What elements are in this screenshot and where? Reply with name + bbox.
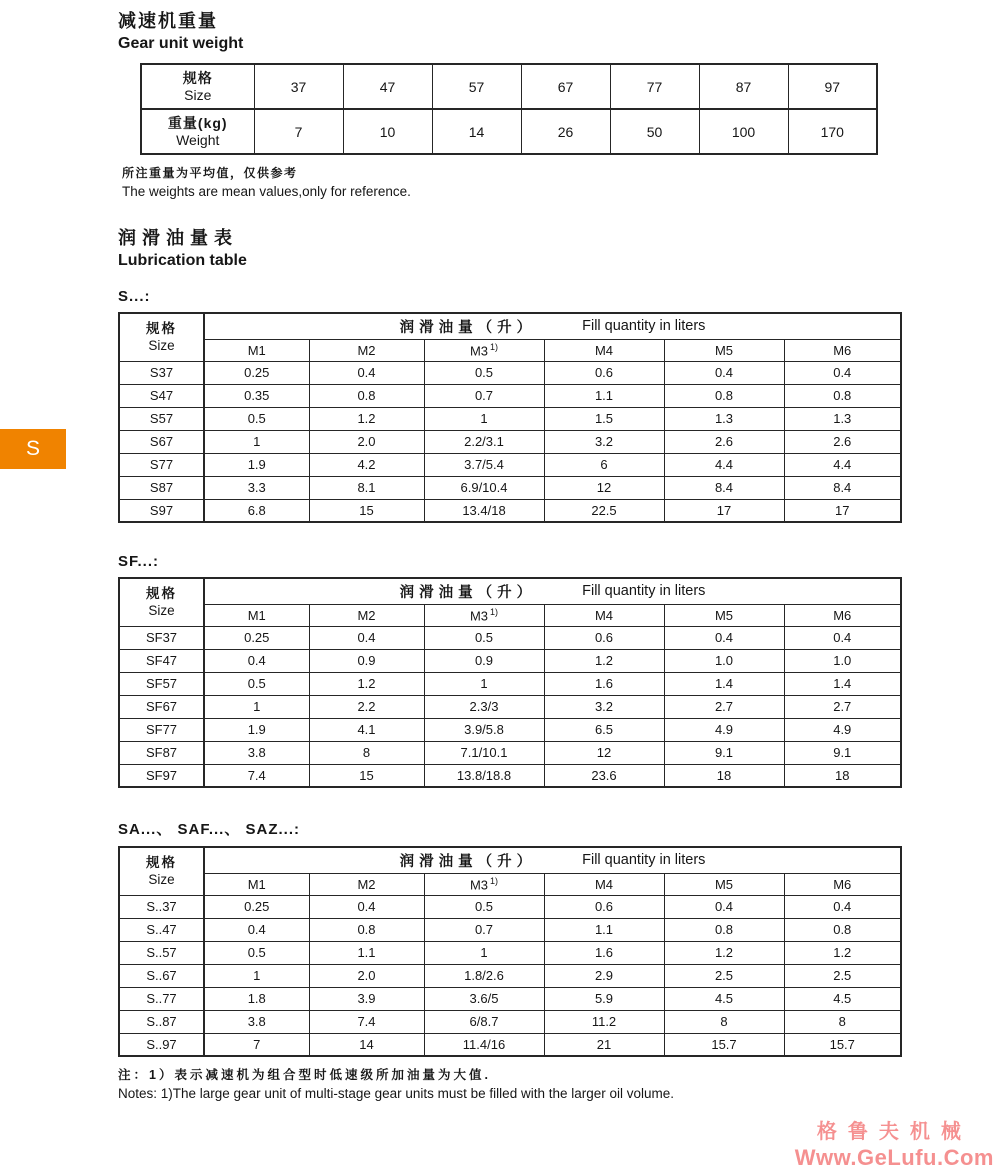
size-cell: S47 xyxy=(119,384,204,407)
value-cell: 2.0 xyxy=(309,430,424,453)
size-cell: SF47 xyxy=(119,649,204,672)
size-cell: S..77 xyxy=(119,987,204,1010)
value-cell: 1.1 xyxy=(544,384,664,407)
row-label-en: Weight xyxy=(176,132,220,148)
weight-note-en: The weights are mean values,only for reference. xyxy=(122,184,411,199)
value-cell: 23.6 xyxy=(544,764,664,787)
value-cell: 15 xyxy=(309,499,424,522)
value-cell: 1.2 xyxy=(784,941,901,964)
column-header-m2: M2 xyxy=(309,873,424,895)
value-cell: 3.9/5.8 xyxy=(424,718,544,741)
size-cell: SF57 xyxy=(119,672,204,695)
size-column-header xyxy=(119,313,204,361)
table-row xyxy=(119,649,901,672)
value-cell: 1.1 xyxy=(544,918,664,941)
value-cell: 3.8 xyxy=(204,741,309,764)
footnote-marker: 1) xyxy=(490,875,499,886)
table-row xyxy=(119,1033,901,1056)
size-cell: S97 xyxy=(119,499,204,522)
section-tab-s: S xyxy=(0,429,66,469)
value-cell: 0.5 xyxy=(424,895,544,918)
size-cell: SF67 xyxy=(119,695,204,718)
value-cell: 21 xyxy=(544,1033,664,1056)
value-cell: 0.9 xyxy=(309,649,424,672)
value-cell: 22.5 xyxy=(544,499,664,522)
table-row xyxy=(119,1010,901,1033)
value-cell: 4.9 xyxy=(784,718,901,741)
size-row xyxy=(141,64,877,109)
value-cell: 17 xyxy=(784,499,901,522)
value-cell: 0.4 xyxy=(204,918,309,941)
value-cell: 6.5 xyxy=(544,718,664,741)
lubrication-table xyxy=(118,846,902,1057)
m-columns-row xyxy=(119,873,901,895)
value-cell: 87 xyxy=(699,64,788,109)
value-cell: 7.1/10.1 xyxy=(424,741,544,764)
value-cell: 2.7 xyxy=(664,695,784,718)
column-header-m3: M3 $^{1)}$ xyxy=(424,604,544,626)
value-cell: 7.4 xyxy=(309,1010,424,1033)
value-cell: 1.2 xyxy=(544,649,664,672)
size-cell: S..37 xyxy=(119,895,204,918)
value-cell: 0.8 xyxy=(664,918,784,941)
value-cell: 3.2 xyxy=(544,695,664,718)
footnote-marker: 1) xyxy=(490,606,499,617)
value-cell: 26 xyxy=(521,109,610,154)
fill-header-en: Fill quantity in liters xyxy=(582,852,706,869)
value-cell: 0.35 xyxy=(204,384,309,407)
value-cell: 50 xyxy=(610,109,699,154)
value-cell: 0.7 xyxy=(424,384,544,407)
column-header-m1: M1 xyxy=(204,873,309,895)
value-cell: 12 xyxy=(544,741,664,764)
value-cell: 6/8.7 xyxy=(424,1010,544,1033)
value-cell: 0.4 xyxy=(784,361,901,384)
value-cell: 13.4/18 xyxy=(424,499,544,522)
value-cell: 11.2 xyxy=(544,1010,664,1033)
value-cell: 1.8/2.6 xyxy=(424,964,544,987)
footnote-marker: 1) xyxy=(490,341,499,352)
column-header-m6: M6 xyxy=(784,604,901,626)
value-cell: 8 xyxy=(309,741,424,764)
fill-header-zh: 润滑油量（升） xyxy=(399,584,537,601)
table-row xyxy=(119,430,901,453)
value-cell: 14 xyxy=(309,1033,424,1056)
value-cell: 3.6/5 xyxy=(424,987,544,1010)
row-label xyxy=(141,64,254,109)
value-cell: 3.2 xyxy=(544,430,664,453)
fill-header-en: Fill quantity in liters xyxy=(582,318,706,335)
column-header-m2: M2 xyxy=(309,604,424,626)
lubrication-title-en: Lubrication table xyxy=(118,252,247,269)
column-header-m2: M2 xyxy=(309,339,424,361)
size-cell: S37 xyxy=(119,361,204,384)
size-header-zh: 规格 xyxy=(146,855,177,871)
value-cell: 0.5 xyxy=(424,361,544,384)
value-cell: 0.4 xyxy=(784,895,901,918)
column-header-m4: M4 xyxy=(544,873,664,895)
value-cell: 3.9 xyxy=(309,987,424,1010)
value-cell: 7 xyxy=(254,109,343,154)
value-cell: 1 xyxy=(424,672,544,695)
value-cell: 0.5 xyxy=(204,941,309,964)
weight-note-zh: 所注重量为平均值，仅供参考 xyxy=(122,166,298,180)
value-cell: 97 xyxy=(788,64,877,109)
value-cell: 1.0 xyxy=(784,649,901,672)
table-row xyxy=(119,741,901,764)
value-cell: 2.2 xyxy=(309,695,424,718)
weight-title-zh: 减速机重量 xyxy=(118,11,218,31)
size-cell: S57 xyxy=(119,407,204,430)
lubrication-note-en: Notes: 1)The large gear unit of multi-stage gear units must be filled with the larger oil volume. xyxy=(118,1086,675,1101)
value-cell: 1.1 xyxy=(309,941,424,964)
value-cell: 0.25 xyxy=(204,361,309,384)
value-cell: 0.4 xyxy=(309,895,424,918)
size-cell: S..67 xyxy=(119,964,204,987)
value-cell: 15 xyxy=(309,764,424,787)
lubrication-note-zh: 注：1）表示减速机为组合型时低速级所加油量为大值. xyxy=(118,1068,491,1082)
value-cell: 4.5 xyxy=(784,987,901,1010)
value-cell: 47 xyxy=(343,64,432,109)
value-cell: 17 xyxy=(664,499,784,522)
series-label: S...: xyxy=(118,288,151,305)
value-cell: 57 xyxy=(432,64,521,109)
value-cell: 1.2 xyxy=(664,941,784,964)
value-cell: 1 xyxy=(204,430,309,453)
value-cell: 8 xyxy=(784,1010,901,1033)
value-cell: 37 xyxy=(254,64,343,109)
value-cell: 1.9 xyxy=(204,718,309,741)
lubrication-section-heading xyxy=(118,227,918,271)
size-cell: SF37 xyxy=(119,626,204,649)
series-label: SA...、 SAF...、 SAZ...: xyxy=(118,821,301,838)
value-cell: 2.6 xyxy=(664,430,784,453)
value-cell: 1.4 xyxy=(784,672,901,695)
table-row xyxy=(119,672,901,695)
series-label: SF...: xyxy=(118,553,160,570)
value-cell: 1.2 xyxy=(309,672,424,695)
value-cell: 4.4 xyxy=(664,453,784,476)
value-cell: 0.9 xyxy=(424,649,544,672)
value-cell: 8.4 xyxy=(664,476,784,499)
value-cell: 6.8 xyxy=(204,499,309,522)
value-cell: 0.4 xyxy=(309,361,424,384)
size-cell: SF97 xyxy=(119,764,204,787)
value-cell: 2.0 xyxy=(309,964,424,987)
column-header-m4: M4 xyxy=(544,604,664,626)
value-cell: 0.5 xyxy=(424,626,544,649)
value-cell: 0.8 xyxy=(309,384,424,407)
value-cell: 13.8/18.8 xyxy=(424,764,544,787)
value-cell: 0.8 xyxy=(309,918,424,941)
gear-weight-table xyxy=(140,63,878,155)
value-cell: 170 xyxy=(788,109,877,154)
value-cell: 11.4/16 xyxy=(424,1033,544,1056)
value-cell: 1.4 xyxy=(664,672,784,695)
value-cell: 18 xyxy=(664,764,784,787)
value-cell: 1 xyxy=(204,695,309,718)
value-cell: 2.3/3 xyxy=(424,695,544,718)
value-cell: 0.6 xyxy=(544,626,664,649)
value-cell: 10 xyxy=(343,109,432,154)
fill-quantity-header xyxy=(204,578,901,604)
value-cell: 1.0 xyxy=(664,649,784,672)
column-header-m3: M3 $^{1)}$ xyxy=(424,873,544,895)
size-header-en: Size xyxy=(148,338,175,354)
fill-quantity-header xyxy=(204,313,901,339)
size-cell: S67 xyxy=(119,430,204,453)
size-cell: SF87 xyxy=(119,741,204,764)
value-cell: 0.25 xyxy=(204,626,309,649)
value-cell: 1.6 xyxy=(544,672,664,695)
lubrication-table xyxy=(118,577,902,788)
value-cell: 1.2 xyxy=(309,407,424,430)
fill-header-zh: 润滑油量（升） xyxy=(399,853,537,870)
column-header-m5: M5 xyxy=(664,339,784,361)
value-cell: 14 xyxy=(432,109,521,154)
table-row xyxy=(119,361,901,384)
column-header-m1: M1 xyxy=(204,604,309,626)
size-cell: S..57 xyxy=(119,941,204,964)
row-label xyxy=(141,109,254,154)
value-cell: 5.9 xyxy=(544,987,664,1010)
value-cell: 2.5 xyxy=(784,964,901,987)
value-cell: 0.4 xyxy=(784,626,901,649)
value-cell: 1.3 xyxy=(784,407,901,430)
lubrication-table-block xyxy=(118,288,918,523)
value-cell: 1 xyxy=(424,941,544,964)
value-cell: 0.4 xyxy=(664,361,784,384)
value-cell: 1.8 xyxy=(204,987,309,1010)
value-cell: 4.2 xyxy=(309,453,424,476)
value-cell: 1.5 xyxy=(544,407,664,430)
column-header-m6: M6 xyxy=(784,339,901,361)
value-cell: 8.1 xyxy=(309,476,424,499)
size-header-en: Size xyxy=(148,603,175,619)
size-cell: S87 xyxy=(119,476,204,499)
size-cell: SF77 xyxy=(119,718,204,741)
value-cell: 8 xyxy=(664,1010,784,1033)
column-header-m4: M4 xyxy=(544,339,664,361)
size-cell: S..87 xyxy=(119,1010,204,1033)
lubrication-table-body xyxy=(119,626,901,787)
table-row xyxy=(119,987,901,1010)
column-header-m1: M1 xyxy=(204,339,309,361)
table-row xyxy=(119,626,901,649)
table-row xyxy=(119,384,901,407)
size-header-en: Size xyxy=(148,872,175,888)
value-cell: 1.3 xyxy=(664,407,784,430)
value-cell: 4.4 xyxy=(784,453,901,476)
fill-quantity-header xyxy=(204,847,901,873)
value-cell: 0.5 xyxy=(204,672,309,695)
value-cell: 0.4 xyxy=(204,649,309,672)
value-cell: 67 xyxy=(521,64,610,109)
value-cell: 4.9 xyxy=(664,718,784,741)
value-cell: 2.9 xyxy=(544,964,664,987)
lubrication-table-body xyxy=(119,895,901,1056)
catalog-page-content xyxy=(118,10,918,1101)
value-cell: 15.7 xyxy=(784,1033,901,1056)
value-cell: 2.5 xyxy=(664,964,784,987)
watermark-url: Www.GeLufu.Com xyxy=(794,1145,994,1170)
row-label-zh: 规格 xyxy=(182,70,213,86)
fill-header-zh: 润滑油量（升） xyxy=(399,319,537,336)
value-cell: 0.6 xyxy=(544,361,664,384)
value-cell: 0.8 xyxy=(784,384,901,407)
column-header-m5: M5 xyxy=(664,873,784,895)
weight-row xyxy=(141,109,877,154)
value-cell: 0.4 xyxy=(664,895,784,918)
table-row xyxy=(119,407,901,430)
value-cell: 0.8 xyxy=(664,384,784,407)
value-cell: 8.4 xyxy=(784,476,901,499)
value-cell: 6.9/10.4 xyxy=(424,476,544,499)
size-column-header xyxy=(119,578,204,626)
value-cell: 2.7 xyxy=(784,695,901,718)
m-columns-row xyxy=(119,339,901,361)
value-cell: 6 xyxy=(544,453,664,476)
value-cell: 4.1 xyxy=(309,718,424,741)
value-cell: 12 xyxy=(544,476,664,499)
table-row xyxy=(119,895,901,918)
size-column-header xyxy=(119,847,204,895)
column-header-m6: M6 xyxy=(784,873,901,895)
size-cell: S..97 xyxy=(119,1033,204,1056)
value-cell: 3.8 xyxy=(204,1010,309,1033)
value-cell: 2.6 xyxy=(784,430,901,453)
table-row xyxy=(119,453,901,476)
value-cell: 77 xyxy=(610,64,699,109)
value-cell: 15.7 xyxy=(664,1033,784,1056)
table-row xyxy=(119,499,901,522)
size-header-zh: 规格 xyxy=(146,321,177,337)
table-row xyxy=(119,764,901,787)
table-row xyxy=(119,918,901,941)
value-cell: 0.8 xyxy=(784,918,901,941)
value-cell: 100 xyxy=(699,109,788,154)
size-cell: S..47 xyxy=(119,918,204,941)
value-cell: 1.9 xyxy=(204,453,309,476)
weight-title-en: Gear unit weight xyxy=(118,35,244,52)
value-cell: 9.1 xyxy=(784,741,901,764)
watermark-company-name: 格鲁夫机械 xyxy=(816,1121,972,1143)
table-row xyxy=(119,695,901,718)
fill-header-en: Fill quantity in liters xyxy=(582,583,706,600)
value-cell: 7.4 xyxy=(204,764,309,787)
weight-section-heading xyxy=(118,10,918,54)
value-cell: 0.4 xyxy=(309,626,424,649)
lubrication-table-block xyxy=(118,818,918,1057)
m-columns-row xyxy=(119,604,901,626)
table-row xyxy=(119,964,901,987)
value-cell: 9.1 xyxy=(664,741,784,764)
size-header-zh: 规格 xyxy=(146,586,177,602)
column-header-m5: M5 xyxy=(664,604,784,626)
value-cell: 0.4 xyxy=(664,626,784,649)
value-cell: 4.5 xyxy=(664,987,784,1010)
value-cell: 0.6 xyxy=(544,895,664,918)
value-cell: 0.7 xyxy=(424,918,544,941)
value-cell: 1 xyxy=(424,407,544,430)
lubrication-table-block xyxy=(118,553,918,788)
column-header-m3: M3 $^{1)}$ xyxy=(424,339,544,361)
value-cell: 0.25 xyxy=(204,895,309,918)
size-cell: S77 xyxy=(119,453,204,476)
value-cell: 0.5 xyxy=(204,407,309,430)
lubrication-table-body xyxy=(119,361,901,522)
lubrication-tables xyxy=(118,288,918,1057)
table-row xyxy=(119,941,901,964)
value-cell: 2.2/3.1 xyxy=(424,430,544,453)
value-cell: 18 xyxy=(784,764,901,787)
value-cell: 3.3 xyxy=(204,476,309,499)
value-cell: 1 xyxy=(204,964,309,987)
lubrication-title-zh: 润滑油量表 xyxy=(118,228,238,248)
row-label-en: Size xyxy=(184,87,212,103)
lubrication-table xyxy=(118,312,902,523)
watermark xyxy=(795,1119,994,1171)
value-cell: 1.6 xyxy=(544,941,664,964)
table-row xyxy=(119,476,901,499)
table-row xyxy=(119,718,901,741)
row-label-zh: 重量(kg) xyxy=(167,115,228,131)
value-cell: 7 xyxy=(204,1033,309,1056)
value-cell: 3.7/5.4 xyxy=(424,453,544,476)
